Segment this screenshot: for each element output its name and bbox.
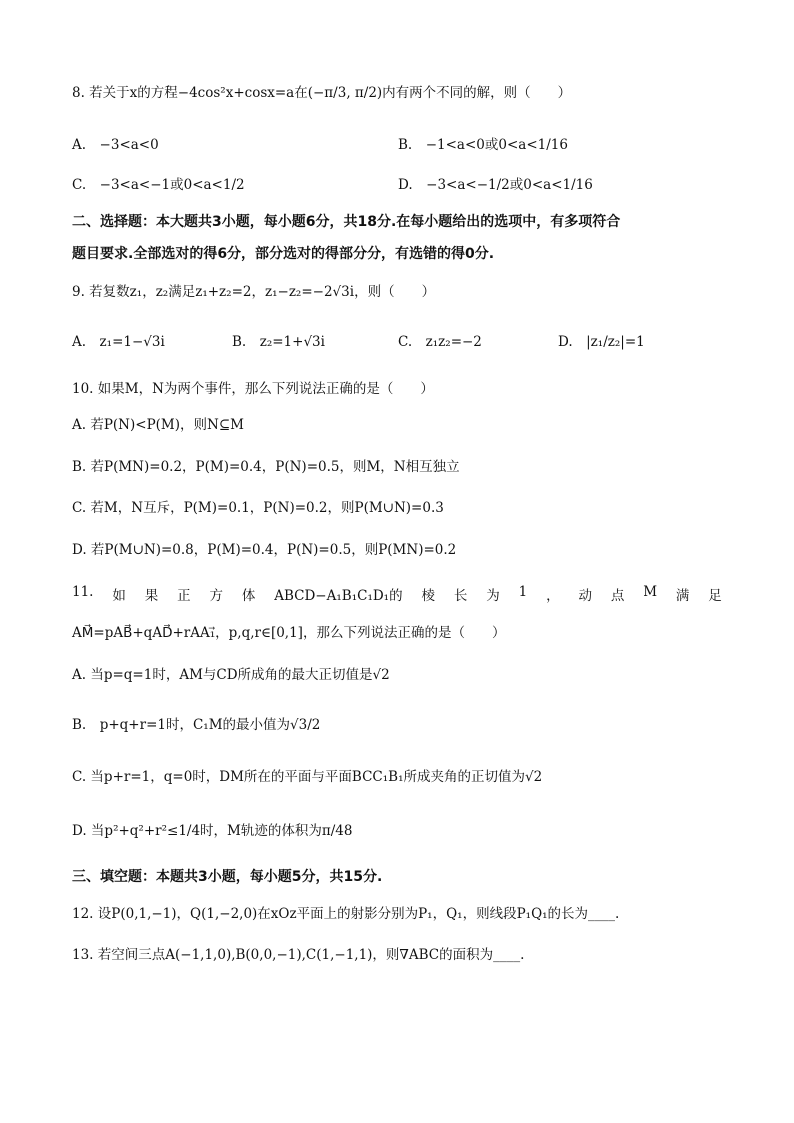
question-9-stem: 9. 若复数z₁，z₂满足z₁+z₂=2，z₁−z₂=−2√3i，则（ ）	[72, 284, 436, 300]
question-9-option-a: A. z₁=1−√3i	[72, 334, 165, 350]
question-10-stem: 10. 如果M，N为两个事件，那么下列说法正确的是（ ）	[72, 381, 434, 397]
section-2-instructions: 题目要求.全部选对的得6分，部分选对的得部分分，有选错的得0分.	[72, 246, 495, 262]
q11-word: 为	[486, 588, 500, 604]
q11-word: 如	[112, 588, 126, 604]
question-9-option-d: D. |z₁/z₂|=1	[558, 334, 645, 350]
q11-word: 足	[708, 588, 722, 604]
q11-word: 正	[177, 588, 191, 604]
section-2-heading: 二、选择题：本大题共3小题，每小题6分，共18分.在每小题给出的选项中，有多项符合	[72, 214, 621, 230]
question-8-option-a: A. −3<a<0	[72, 137, 159, 153]
q11-word: 1	[518, 584, 528, 600]
q11-word: 棱	[421, 588, 435, 604]
q11-word: M	[643, 584, 658, 600]
question-9-option-b: B. z₂=1+√3i	[232, 334, 325, 350]
question-13-stem: 13. 若空间三点A(−1,1,0),B(0,0,−1),C(1,−1,1)，则∇ABC的面积为____.	[72, 947, 525, 963]
question-9-option-c: C. z₁z₂=−2	[398, 334, 482, 350]
question-11-stem-line2: AM⃗=pAB⃗+qAD⃗+rAA₁⃗，p,q,r∈[0,1]，那么下列说法正确的是（ ）	[72, 625, 506, 641]
q11-word: 11.	[72, 584, 94, 600]
question-10-option-b: B. 若P(MN)=0.2，P(M)=0.4，P(N)=0.5，则M，N相互独立	[72, 459, 460, 475]
question-11-option-d: D. 当p²+q²+r²≤1/4时，M轨迹的体积为π/48	[72, 823, 353, 839]
question-11-stem-line1	[72, 584, 722, 604]
question-8-option-b: B. −1<a<0或0<a<1/16	[398, 137, 568, 153]
question-8-option-c: C. −3<a<−1或0<a<1/2	[72, 177, 245, 193]
q11-word: 体	[241, 588, 256, 604]
question-11-option-c: C. 当p+r=1，q=0时，DM所在的平面与平面BCC₁B₁所成夹角的正切值为√2	[72, 769, 543, 785]
question-10-option-d: D. 若P(M∪N)=0.8，P(M)=0.4，P(N)=0.5，则P(MN)=0.2	[72, 542, 457, 558]
q11-word: 点	[610, 588, 625, 604]
question-11-option-a: A. 当p=q=1时，AM与CD所成角的最大正切值是√2	[72, 667, 390, 683]
q11-word: 方	[209, 588, 223, 604]
q11-word: 长	[453, 588, 468, 604]
question-10-option-a: A. 若P(N)<P(M)，则N⊆M	[72, 417, 244, 433]
section-3-heading: 三、填空题：本题共3小题，每小题5分，共15分.	[72, 869, 383, 885]
q11-word: ，	[546, 588, 560, 604]
question-10-option-c: C. 若M，N互斥，P(M)=0.1，P(N)=0.2，则P(M∪N)=0.3	[72, 500, 444, 516]
question-11-option-b: B. p+q+r=1时，C₁M的最小值为√3/2	[72, 717, 321, 733]
question-8-stem: 8. 若关于x的方程−4cos²x+cosx=a在(−π/3, π/2)内有两个不同的解，则（ ）	[72, 85, 572, 101]
question-12-stem: 12. 设P(0,1,−1)，Q(1,−2,0)在xOz平面上的射影分别为P₁，Q₁，则线段P₁Q₁的长为____.	[72, 906, 620, 922]
q11-word: 满	[675, 588, 690, 604]
question-8-option-d: D. −3<a<−1/2或0<a<1/16	[398, 177, 593, 193]
q11-word: ABCD−A₁B₁C₁D₁的	[274, 588, 403, 604]
q11-word: 果	[144, 588, 159, 604]
q11-word: 动	[578, 588, 592, 604]
